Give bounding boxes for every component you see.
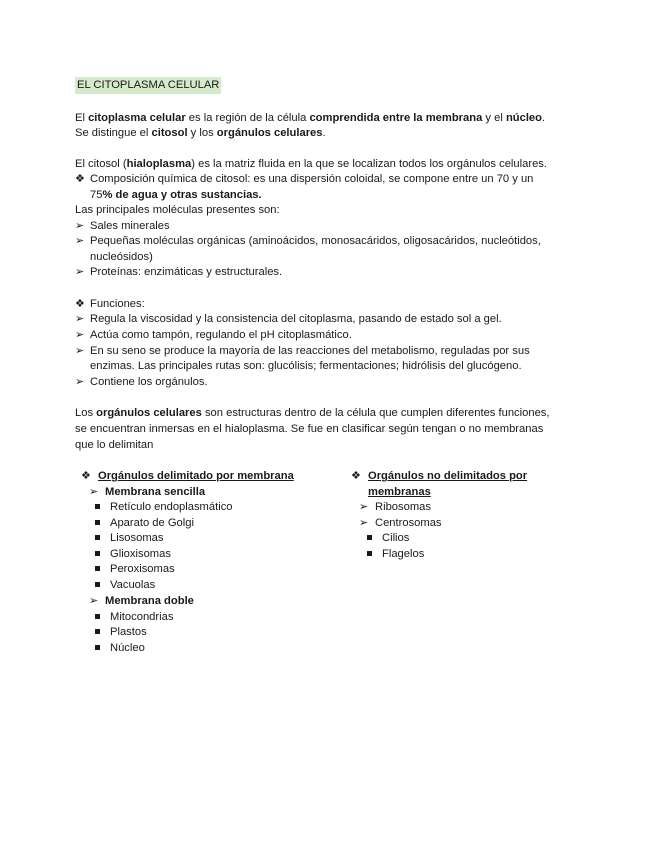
list-item: ➢ Sales minerales [75,220,170,232]
square-bullet-icon [95,535,100,540]
organulos-line-3: que lo delimitan [75,439,154,451]
list-item: Flagelos [367,547,424,562]
list-item: Núcleo [95,641,145,656]
list-item: ➢ Regula la viscosidad y la consistencia del citoplasma, pasando de estado sol a gel. [75,313,502,325]
square-bullet-icon [367,535,372,540]
square-bullet-icon [95,629,100,634]
list-item: Peroxisomas [95,562,175,577]
square-bullet-icon [95,551,100,556]
list-item: Plastos [95,625,147,640]
intro-line-2: Se distingue el citosol y los orgánulos celulares. [75,127,326,139]
organulos-line-1: Los orgánulos celulares son estructuras dentro de la célula que cumplen diferentes funciones, [75,407,550,419]
arrow-bullet-icon: ➢ [75,235,85,247]
list-item: Glioxisomas [95,547,171,562]
list-item: Aparato de Golgi [95,516,194,531]
list-item: ➢ Pequeñas moléculas orgánicas (aminoácidos, monosacáridos, oligosacáridos, nucleótidos, [75,235,541,247]
diamond-bullet-icon: ❖ [351,470,362,482]
square-bullet-icon [95,645,100,650]
page-title: EL CITOPLASMA CELULAR [75,77,221,94]
citosol-line: El citosol (hialoplasma) es la matriz fluida en la que se localizan todos los orgánulos celulares. [75,158,547,170]
funciones-title: ❖ Funciones: [75,298,145,310]
list-item: Cilios [367,531,409,546]
arrow-bullet-icon: ➢ [75,345,85,357]
left-heading: ❖ Orgánulos delimitado por membrana [81,470,294,482]
square-bullet-icon [95,614,100,619]
square-bullet-icon [367,551,372,556]
list-item: ➢ Ribosomas [359,501,431,513]
arrow-bullet-icon: ➢ [359,501,369,513]
arrow-bullet-icon: ➢ [75,313,85,325]
list-item-continuation: enzimas. Las principales rutas son: glucólisis; fermentaciones; hidrólisis del glucógeno. [90,360,522,372]
right-heading-continuation: membranas [368,486,431,498]
composicion-continuation: 75% de agua y otras sustancias. [90,189,262,201]
composicion-item: ❖ Composición química de citosol: es una dispersión coloidal, se compone entre un 70 y un [75,173,534,185]
square-bullet-icon [95,520,100,525]
diamond-bullet-icon: ❖ [81,470,92,482]
intro-line-1: El citoplasma celular es la región de la célula comprendida entre la membrana y el núcleo. [75,112,546,124]
doble-heading: ➢ Membrana doble [89,595,194,607]
arrow-bullet-icon: ➢ [75,329,85,341]
list-item: ➢ Contiene los orgánulos. [75,376,208,388]
list-item: Mitocondrias [95,610,173,625]
list-item: Retículo endoplasmático [95,500,233,515]
square-bullet-icon [95,566,100,571]
arrow-bullet-icon: ➢ [89,595,99,607]
square-bullet-icon [95,504,100,509]
square-bullet-icon [95,582,100,587]
moleculas-intro: Las principales moléculas presentes son: [75,204,280,216]
arrow-bullet-icon: ➢ [75,220,85,232]
diamond-bullet-icon: ❖ [75,298,86,310]
right-heading: ❖ Orgánulos no delimitados por [351,470,528,482]
arrow-bullet-icon: ➢ [89,486,99,498]
diamond-bullet-icon: ❖ [75,173,86,185]
list-item: ➢ Centrosomas [359,517,442,529]
list-item: Lisosomas [95,531,163,546]
list-item-continuation: nucleósidos) [90,251,153,263]
arrow-bullet-icon: ➢ [75,376,85,388]
list-item: ➢ En su seno se produce la mayoría de las reacciones del metabolismo, reguladas por sus [75,345,530,357]
list-item: Vacuolas [95,578,155,593]
arrow-bullet-icon: ➢ [75,266,85,278]
arrow-bullet-icon: ➢ [359,517,369,529]
organulos-line-2: se encuentran inmersas en el hialoplasma. Se fue en clasificar según tengan o no membranas [75,423,544,435]
sencilla-heading: ➢ Membrana sencilla [89,486,206,498]
list-item: ➢ Proteínas: enzimáticas y estructurales. [75,266,283,278]
list-item: ➢ Actúa como tampón, regulando el pH citoplasmático. [75,329,352,341]
